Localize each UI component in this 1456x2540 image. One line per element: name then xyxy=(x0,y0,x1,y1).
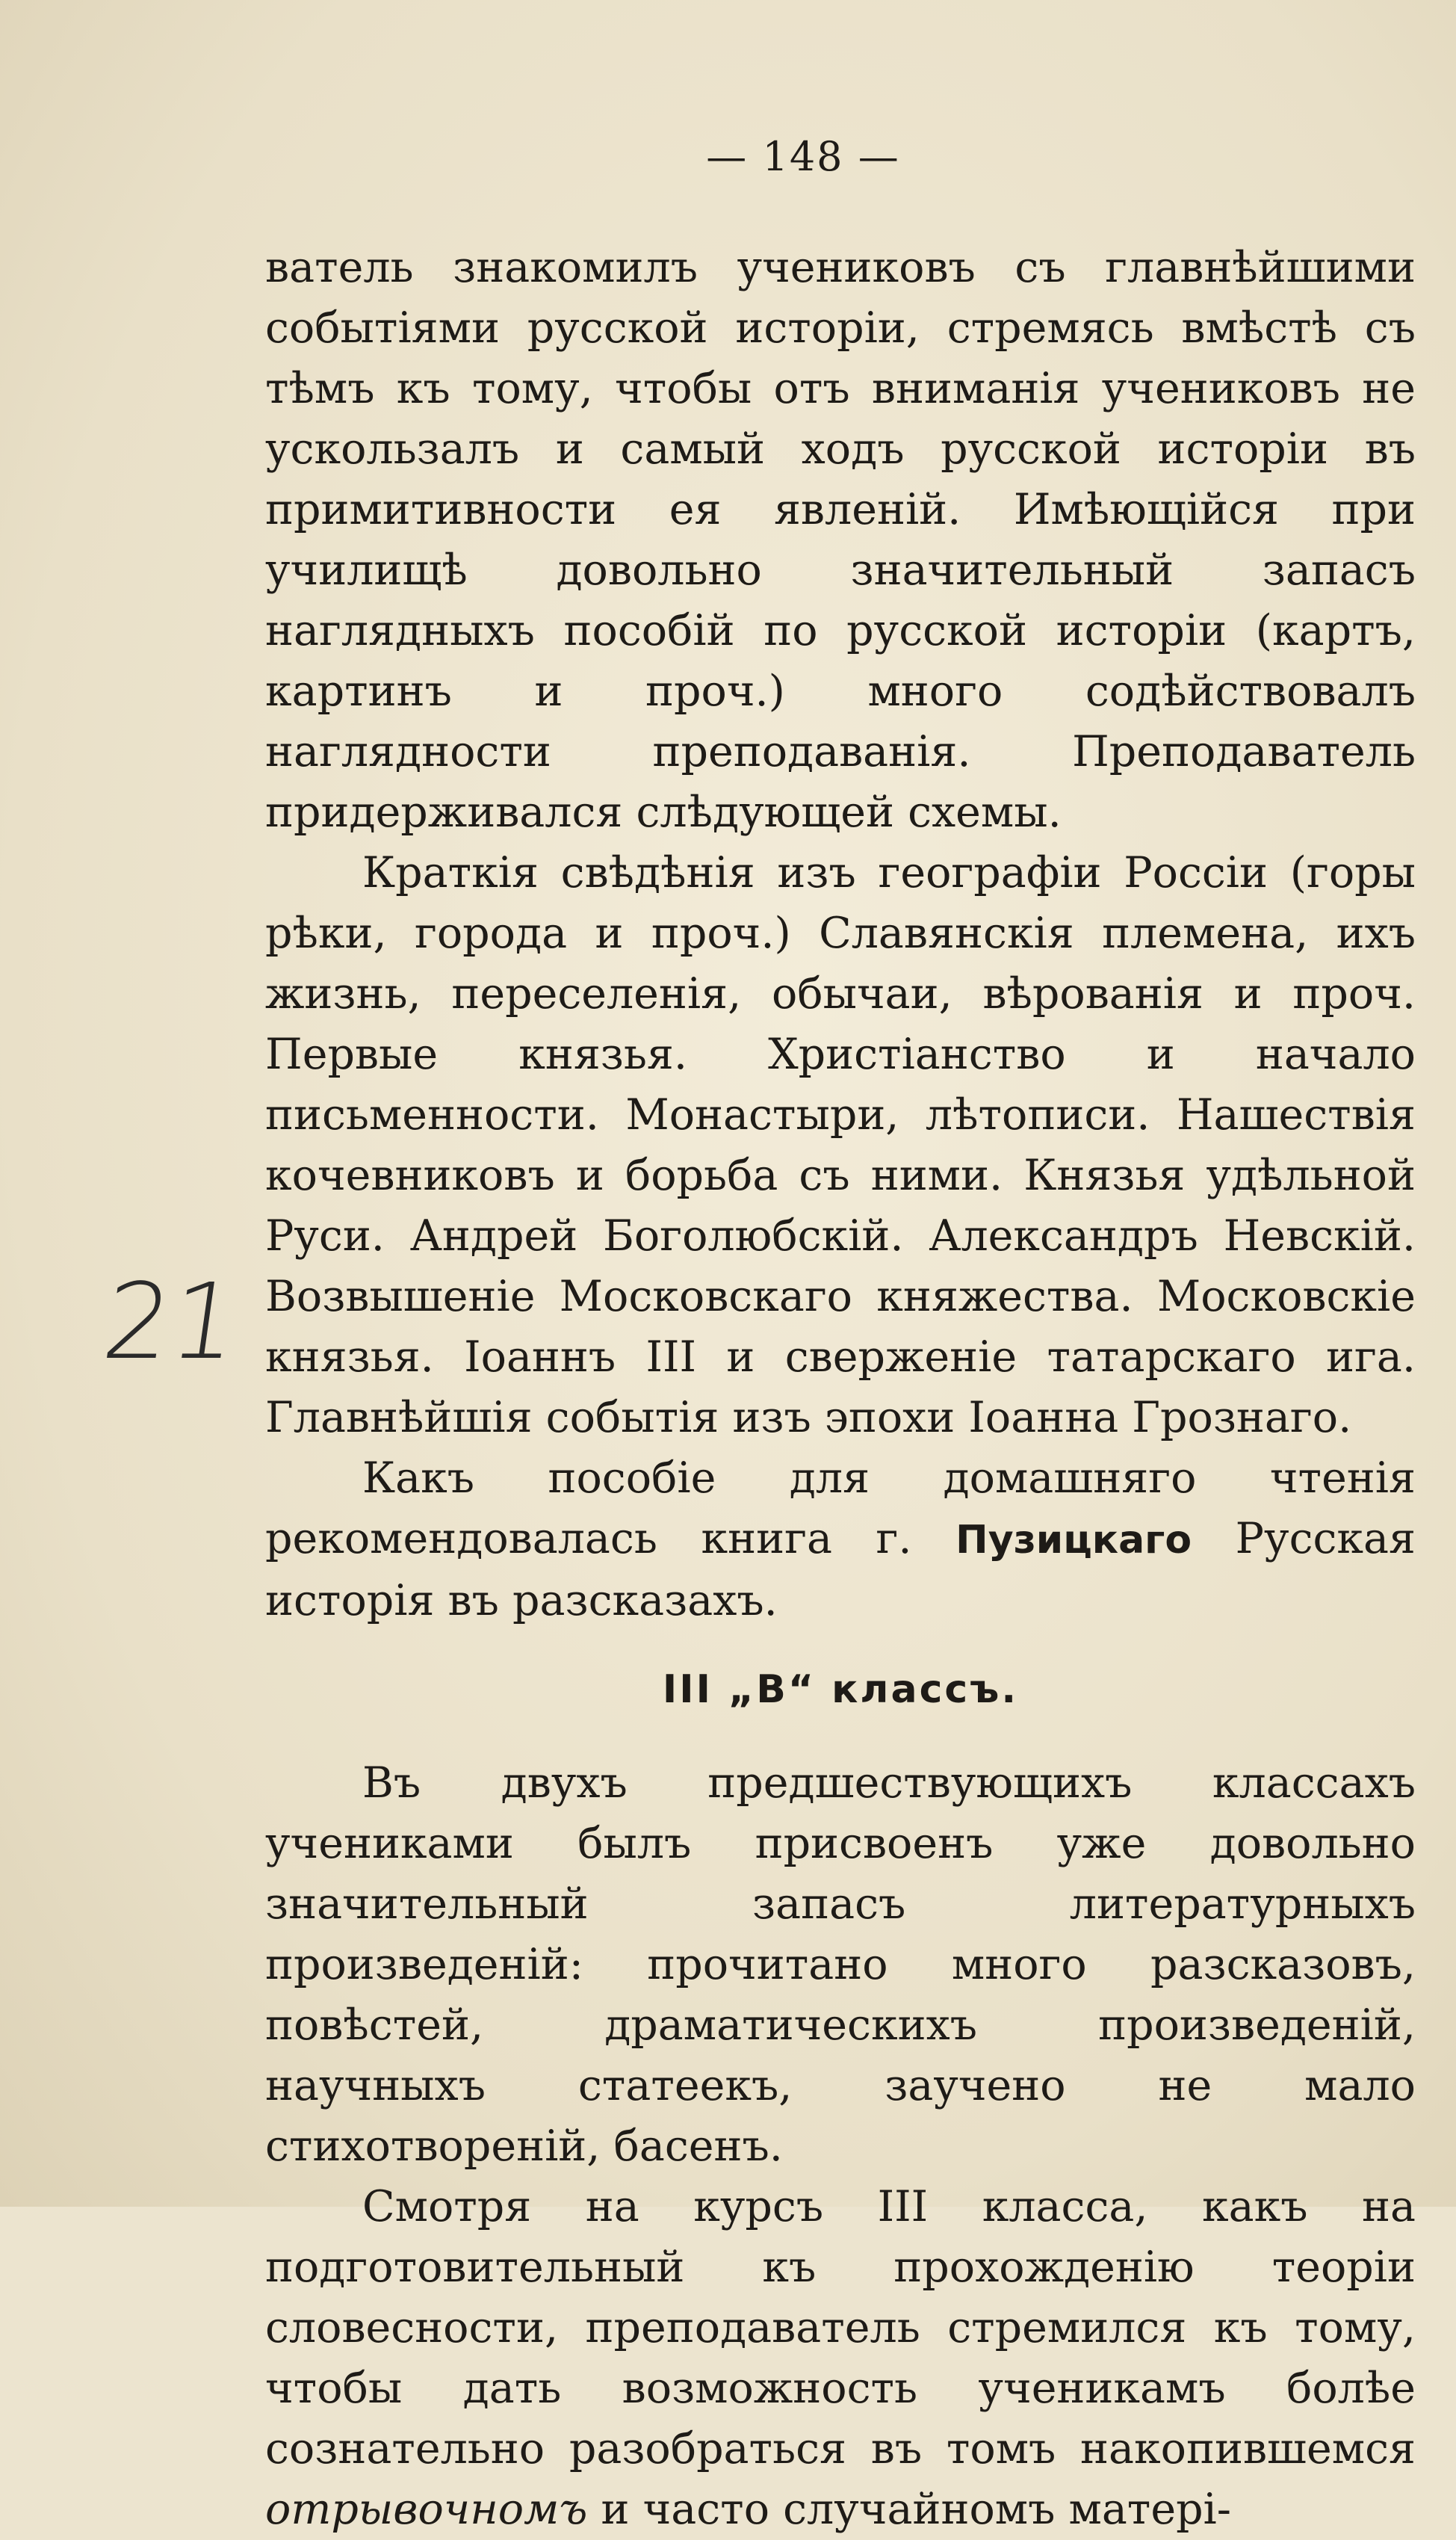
course-text-before: Смотря на курсъ III класса, какъ на подготовительный къ прохожденію теоріи словесности, преподаватель стремился къ тому, чтобы дать возможность ученикамъ болѣе сознательно разобраться въ томъ накопившемся xyxy=(265,2182,1416,2473)
recommendation-text-before: Какъ пособіе для домашняго чтенія рекомендовалась книга г. xyxy=(265,1453,1416,1563)
author-name: Пузицкаго xyxy=(955,1518,1192,1563)
paragraph-recommendation xyxy=(265,1448,1416,1631)
paragraph-class-intro: Въ двухъ предшествующихъ классахъ учениками былъ присвоенъ уже довольно значительный запасъ литературныхъ произведеній: прочитано много разсказовъ, повѣстей, драматическихъ произведеній, научныхъ статеекъ, заучено не мало стихотвореній, басенъ. xyxy=(265,1758,1416,2171)
section-heading: III „В“ классъ. xyxy=(662,1667,1019,1712)
handwritten-margin-note: 21 xyxy=(96,1261,247,1383)
page-number: — 148 — xyxy=(706,133,900,180)
course-text-after: и часто случайномъ матері- xyxy=(587,2485,1232,2534)
paragraph-history-intro: ватель знакомилъ учениковъ съ главнѣйшими событіями русской исторіи, стремясь вмѣстѣ съ тѣмъ къ тому, чтобы отъ вниманія учениковъ не ускользалъ и самый ходъ русской исторіи въ примитивности ея явленій. Имѣющійся при училищѣ довольно значительный запасъ наглядныхъ пособій по русской исторіи (картъ, картинъ и проч.) много содѣйствовалъ наглядности преподаванія. Преподаватель придерживался слѣдующей схемы. xyxy=(265,243,1416,837)
main-text xyxy=(265,238,1416,2540)
italic-word: отрывочномъ xyxy=(265,2485,588,2534)
paragraph-course-aim xyxy=(265,2177,1416,2540)
recommendation-text-after: Русская исторія въ разсказахъ. xyxy=(265,1514,1416,1625)
paragraph-history-scheme: Краткія свѣдѣнія изъ географіи Россіи (горы рѣки, города и проч.) Славянскія племена, ихъ жизнь, переселенія, обычаи, вѣрованія и проч. Первые князья. Христіанство и начало письменности. Монастыри, лѣтописи. Нашествія кочевниковъ и борьба съ ними. Князья удѣльной Руси. Андрей Боголюбскій. Александръ Невскій. Возвышеніе Московскаго княжества. Московскіе князья. Іоаннъ III и сверженіе татарскаго ига. Главнѣйшія событія изъ эпохи Іоанна Грознаго. xyxy=(265,848,1416,1442)
